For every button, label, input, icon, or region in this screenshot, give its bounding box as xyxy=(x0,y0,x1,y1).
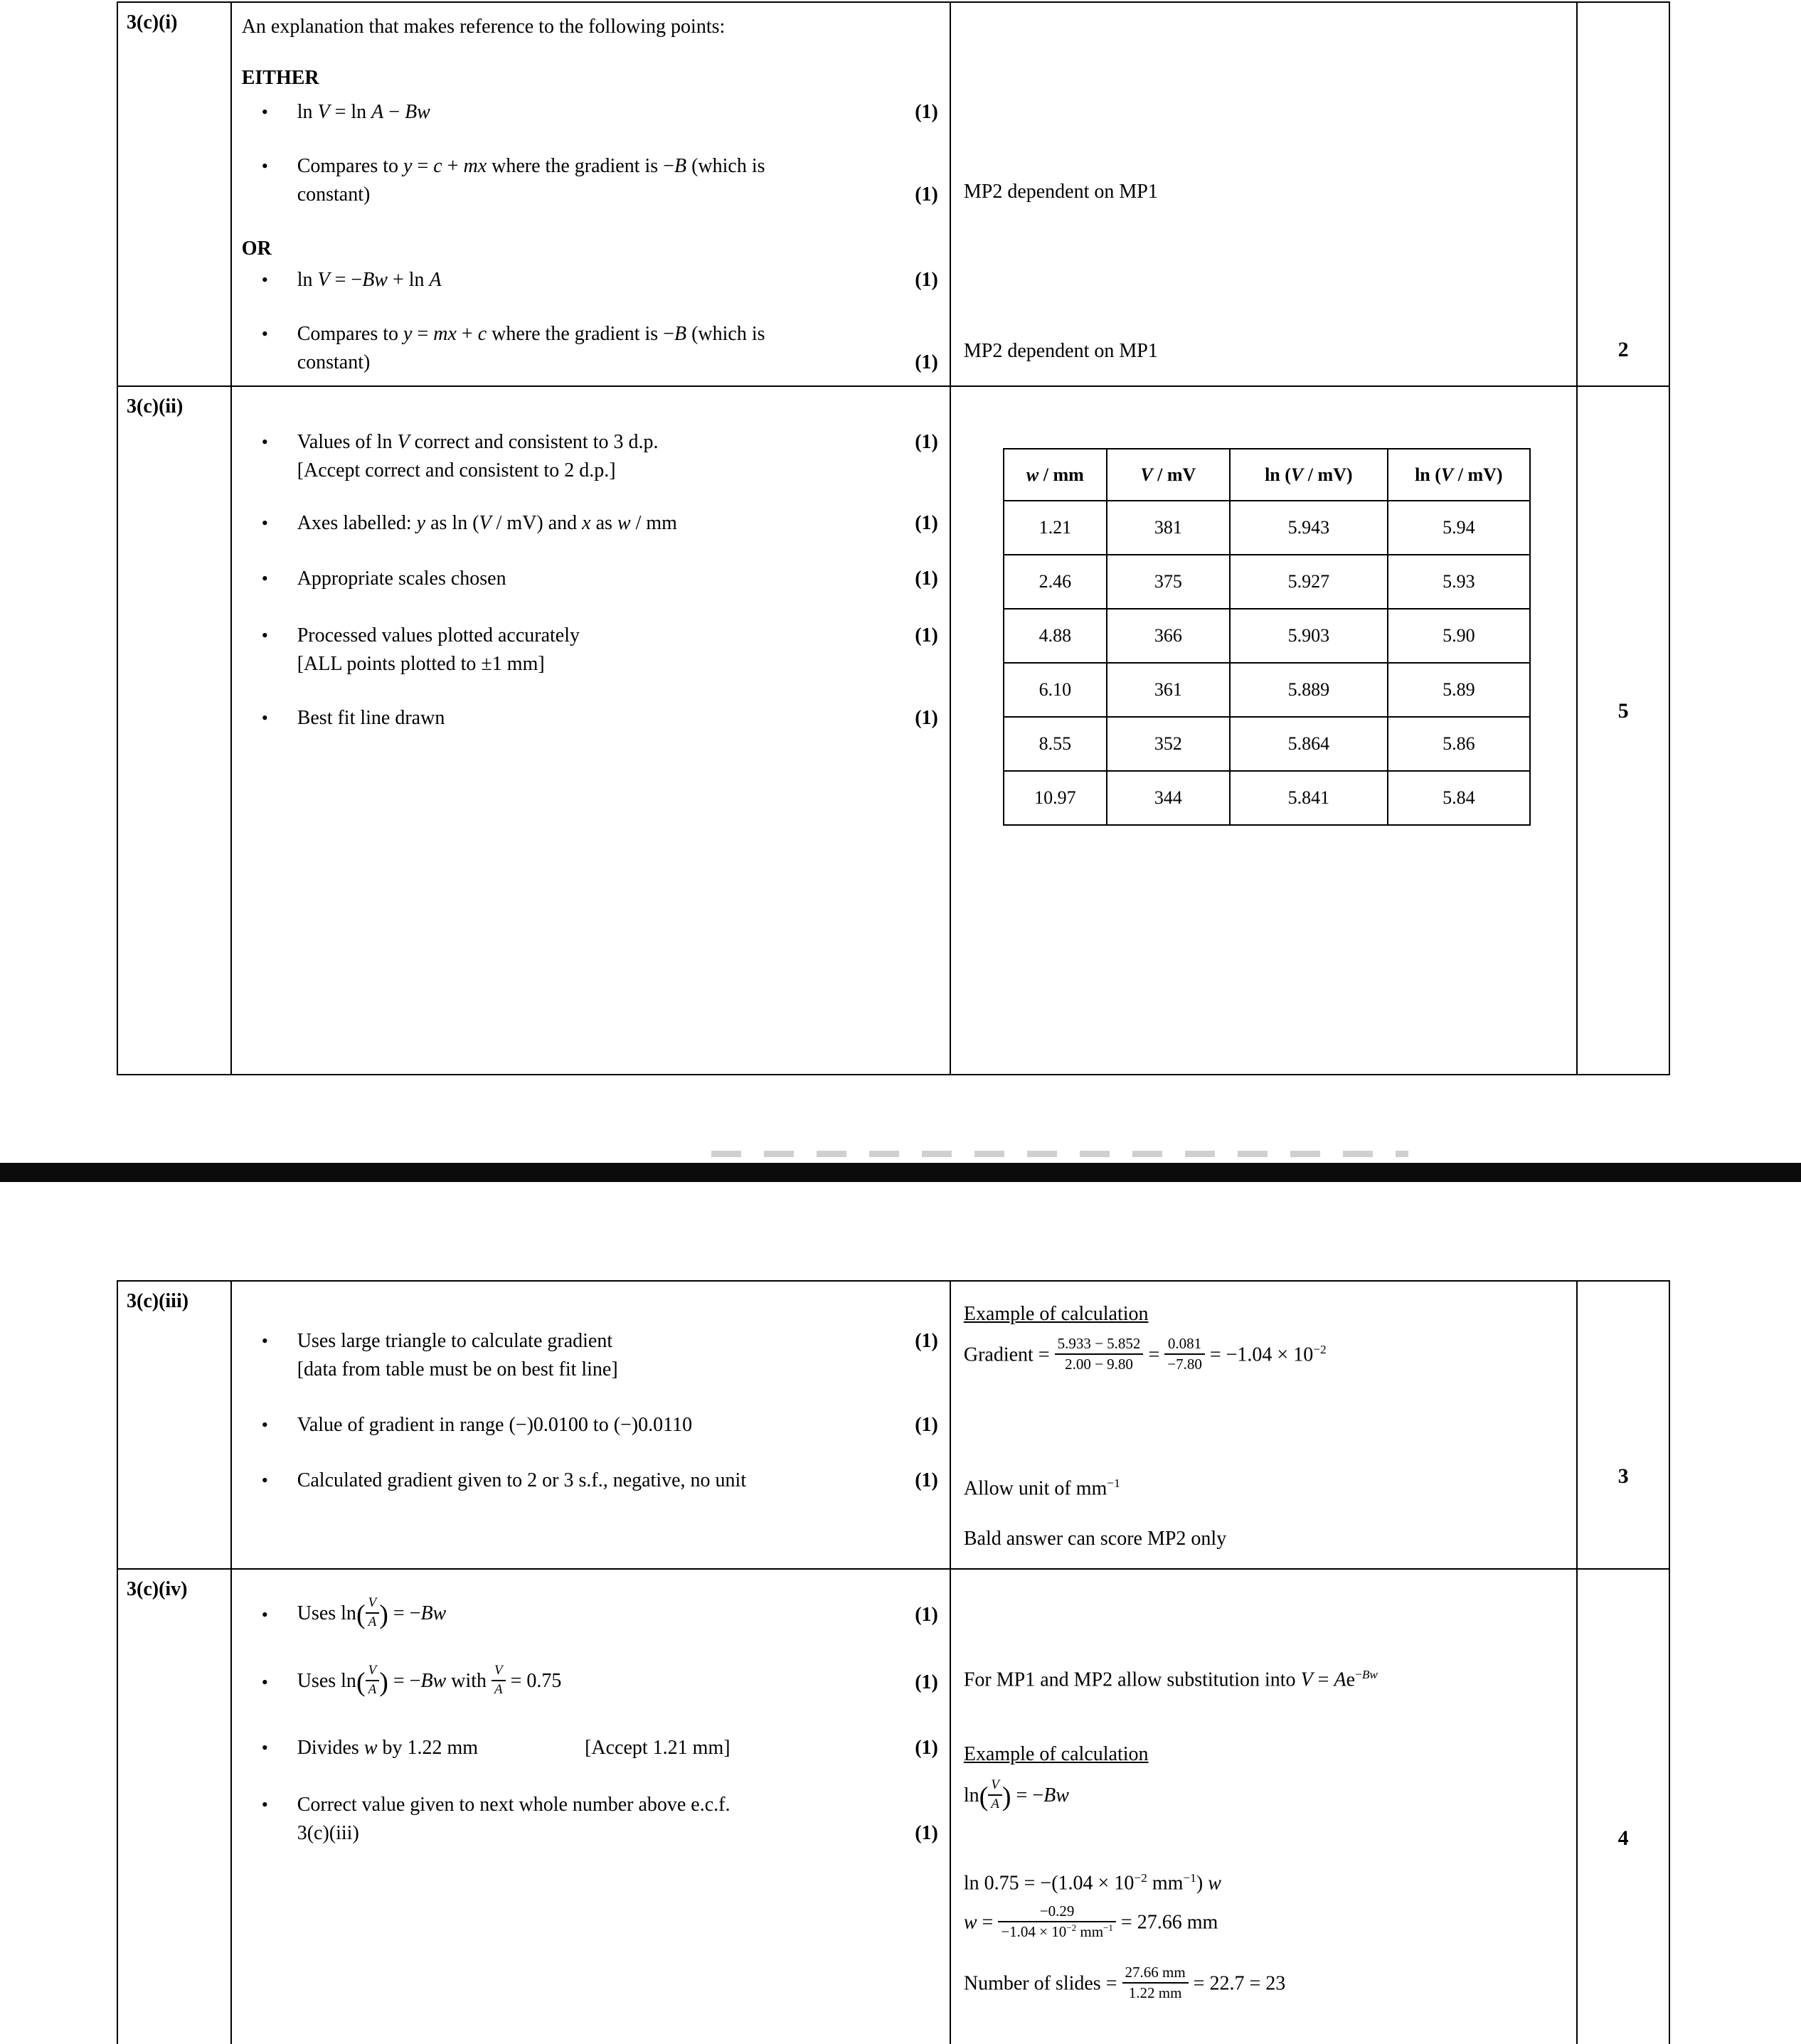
row-3cii xyxy=(118,387,1669,1074)
question-number: 3(c)(iv) xyxy=(127,1578,188,1600)
mark-total-cell xyxy=(1578,3,1669,385)
mark-scheme-table-top xyxy=(117,1,1670,1075)
mark-total-cell xyxy=(1578,1282,1669,1568)
table-row xyxy=(1004,501,1530,555)
mark-point-text: Calculated gradient given to 2 or 3 s.f., negative, no unit xyxy=(297,1469,747,1491)
guidance-cell xyxy=(951,387,1578,1074)
answer-intro: An explanation that makes reference to the following points: xyxy=(241,16,726,38)
mark-point-text: Uses ln( $\frac{V}{A}$ ) = −Bw xyxy=(297,1595,447,1630)
either-label: EITHER xyxy=(241,67,319,89)
example-heading: Example of calculation xyxy=(963,1303,1149,1325)
table-cell: 5.903 xyxy=(1230,609,1388,663)
guidance-note: MP2 dependent on MP1 xyxy=(963,340,1158,362)
table-cell: 4.88 xyxy=(1004,609,1107,663)
mark-value: (1) xyxy=(915,512,938,534)
mark-point-text: Appropriate scales chosen xyxy=(297,568,506,590)
bullet-icon: • xyxy=(261,1672,268,1693)
mark-point xyxy=(232,428,950,485)
question-number: 3(c)(ii) xyxy=(127,395,184,417)
table-row xyxy=(1004,663,1530,717)
mark-value: (1) xyxy=(915,269,938,291)
bullet-icon: • xyxy=(261,568,268,589)
column-header: ln (V / mV) xyxy=(1388,449,1530,501)
table-cell: 1.21 xyxy=(1004,501,1107,555)
table-cell: 366 xyxy=(1107,609,1230,663)
mark-point xyxy=(232,509,950,538)
bullet-icon: • xyxy=(261,432,268,452)
mark-point-text: ln V = −Bw + ln A xyxy=(297,269,442,291)
total-marks: 4 xyxy=(1617,1826,1629,1850)
bullet-icon: • xyxy=(261,1470,268,1491)
answer-cell xyxy=(232,1570,951,2044)
answer-cell xyxy=(232,1282,951,1568)
mark-value: (1) xyxy=(915,1821,938,1844)
mark-point-text: Uses large triangle to calculate gradient [data from table must be on best fit line] xyxy=(297,1330,618,1380)
mark-scheme-table-bottom xyxy=(117,1280,1670,2044)
bullet-icon: • xyxy=(261,1794,268,1815)
bullet-icon: • xyxy=(261,1604,268,1625)
mark-point-text: Correct value given to next whole number above e.c.f. 3(c)(iii) xyxy=(297,1793,731,1844)
mark-value: (1) xyxy=(915,624,938,646)
bullet-icon: • xyxy=(261,708,268,728)
mark-value: (1) xyxy=(915,1603,938,1626)
column-header: w / mm xyxy=(1004,449,1107,501)
mark-point-text: Uses ln( $\frac{V}{A}$ ) = −Bw with $\frac{V}{A}$ = 0.75 xyxy=(297,1663,562,1698)
mark-value: (1) xyxy=(915,183,938,206)
calculation-line: $\ln 0.75 = -(1.04 \times 10^{-2}$ $mm^{-1}$) w xyxy=(963,1871,1221,1895)
table-cell: 5.89 xyxy=(1388,663,1530,717)
table-cell: 5.927 xyxy=(1230,555,1388,609)
mark-point xyxy=(232,1791,950,1848)
page-edge-artifact xyxy=(711,1151,1408,1157)
mark-point-text: Best fit line drawn xyxy=(297,707,445,729)
mark-point xyxy=(232,98,950,127)
total-marks: 5 xyxy=(1617,699,1629,723)
mark-value: (1) xyxy=(915,1469,938,1491)
question-number-cell xyxy=(118,387,232,1074)
table-cell: 361 xyxy=(1107,663,1230,717)
total-marks: 2 xyxy=(1617,338,1629,361)
guidance-cell xyxy=(951,1282,1578,1568)
page-separator xyxy=(0,1163,1801,1182)
table-cell: 5.864 xyxy=(1230,717,1388,771)
calculation-line: ln( $\frac{V}{A}$ ) = −Bw xyxy=(963,1777,1069,1812)
mark-value: (1) xyxy=(915,431,938,453)
mark-value: (1) xyxy=(915,568,938,590)
mark-point xyxy=(232,1734,950,1762)
table-cell: 5.93 xyxy=(1388,555,1530,609)
table-cell: 5.841 xyxy=(1230,771,1388,825)
table-cell: 5.943 xyxy=(1230,501,1388,555)
table-header-row xyxy=(1004,449,1530,501)
table-cell: 6.10 xyxy=(1004,663,1107,717)
question-number-cell xyxy=(118,1570,232,2044)
mark-point-text: Values of ln V correct and consistent to 3 d.p. [Accept correct and consistent to 2 d.p.] xyxy=(297,431,659,481)
guidance-cell xyxy=(951,3,1578,385)
mark-point-text: Divides w by 1.22 mm [Accept 1.21 mm] xyxy=(297,1736,731,1759)
mark-point-text: ln V = ln A − Bw xyxy=(297,101,430,123)
mark-total-cell xyxy=(1578,1570,1669,2044)
table-cell: 375 xyxy=(1107,555,1230,609)
column-header: V / mV xyxy=(1107,449,1230,501)
mark-point xyxy=(232,1327,950,1384)
table-cell: 5.889 xyxy=(1230,663,1388,717)
table-cell: 344 xyxy=(1107,771,1230,825)
row-3ci xyxy=(118,3,1669,387)
table-row xyxy=(1004,609,1530,663)
column-header: ln (V / mV) xyxy=(1230,449,1388,501)
processed-data-table xyxy=(1003,448,1531,826)
row-3civ xyxy=(118,1570,1669,2044)
question-number: 3(c)(iii) xyxy=(127,1290,189,1312)
mark-total-cell xyxy=(1578,387,1669,1074)
table-row xyxy=(1004,771,1530,825)
table-cell: 5.90 xyxy=(1388,609,1530,663)
bullet-icon: • xyxy=(261,1737,268,1758)
mark-point-text: Processed values plotted accurately [ALL points plotted to ±1 mm] xyxy=(297,624,580,675)
mark-point xyxy=(232,1467,950,1495)
bullet-icon: • xyxy=(261,1415,268,1435)
mark-point xyxy=(232,1411,950,1439)
question-number-cell xyxy=(118,3,232,385)
guidance-note: MP2 dependent on MP1 xyxy=(963,181,1158,203)
answer-cell xyxy=(232,387,951,1074)
bullet-icon: • xyxy=(261,270,268,290)
mark-point xyxy=(232,704,950,733)
mark-point xyxy=(232,1597,950,1633)
mark-value: (1) xyxy=(915,1414,938,1436)
bullet-icon: • xyxy=(261,156,268,176)
question-number-cell xyxy=(118,1282,232,1568)
mark-value: (1) xyxy=(915,351,938,373)
table-cell: 8.55 xyxy=(1004,717,1107,771)
table-cell: 2.46 xyxy=(1004,555,1107,609)
guidance-note: For MP1 and MP2 allow substitution into $V = Ae^{-Bw}$ xyxy=(963,1668,1378,1691)
guidance-note: Bald answer can score MP2 only xyxy=(963,1528,1227,1550)
mark-point xyxy=(232,152,950,209)
table-cell: 381 xyxy=(1107,501,1230,555)
guidance-note: Allow unit of $mm^{-1}$ xyxy=(963,1476,1120,1500)
bullet-icon: • xyxy=(261,513,268,533)
mark-point xyxy=(232,320,950,377)
mark-point-text: Compares to y = c + mx where the gradient is −B (which is constant) xyxy=(297,155,765,206)
row-3ciii xyxy=(118,1282,1669,1570)
table-cell: 5.94 xyxy=(1388,501,1530,555)
bullet-icon: • xyxy=(261,1331,268,1351)
mark-point xyxy=(232,1664,950,1700)
table-cell: 10.97 xyxy=(1004,771,1107,825)
mark-point xyxy=(232,622,950,678)
mark-value: (1) xyxy=(915,707,938,729)
mark-point-text: Value of gradient in range (−)0.0100 to (−)0.0110 xyxy=(297,1414,693,1436)
mark-point xyxy=(232,266,950,294)
mark-point-text: Compares to y = mx + c where the gradient is −B (which is constant) xyxy=(297,323,765,373)
guidance-cell xyxy=(951,1570,1578,2044)
bullet-icon: • xyxy=(261,625,268,646)
gradient-calculation: Gradient = $\frac{5.933 - 5.852}{2.00 - 9.80}$ = $\frac{0.081}{-7.80}$ = $-1.04 \times 10^{-2}$ xyxy=(963,1334,1327,1373)
calculation-line: w = $\frac{-0.29}{-1.04 \times 10^{-2} mm^{-1}}$ = 27.66 mm xyxy=(963,1902,1218,1941)
mark-value: (1) xyxy=(915,101,938,123)
mark-point xyxy=(232,565,950,593)
mark-value: (1) xyxy=(915,1736,938,1759)
table-row xyxy=(1004,717,1530,771)
mark-point-text: Axes labelled: y as ln (V / mV) and x as w / mm xyxy=(297,512,677,534)
table-row xyxy=(1004,555,1530,609)
table-cell: 5.84 xyxy=(1388,771,1530,825)
or-label: OR xyxy=(241,238,272,260)
calculation-line: Number of slides = $\frac{27.66 mm}{1.22 mm}$ = 22.7 = 23 xyxy=(963,1964,1286,2002)
total-marks: 3 xyxy=(1617,1464,1629,1488)
bullet-icon: • xyxy=(261,324,268,344)
bullet-icon: • xyxy=(261,102,268,122)
example-heading: Example of calculation xyxy=(963,1743,1149,1765)
mark-value: (1) xyxy=(915,1330,938,1352)
mark-value: (1) xyxy=(915,1671,938,1694)
table-cell: 352 xyxy=(1107,717,1230,771)
question-number: 3(c)(i) xyxy=(127,11,178,33)
answer-cell xyxy=(232,3,951,385)
table-cell: 5.86 xyxy=(1388,717,1530,771)
